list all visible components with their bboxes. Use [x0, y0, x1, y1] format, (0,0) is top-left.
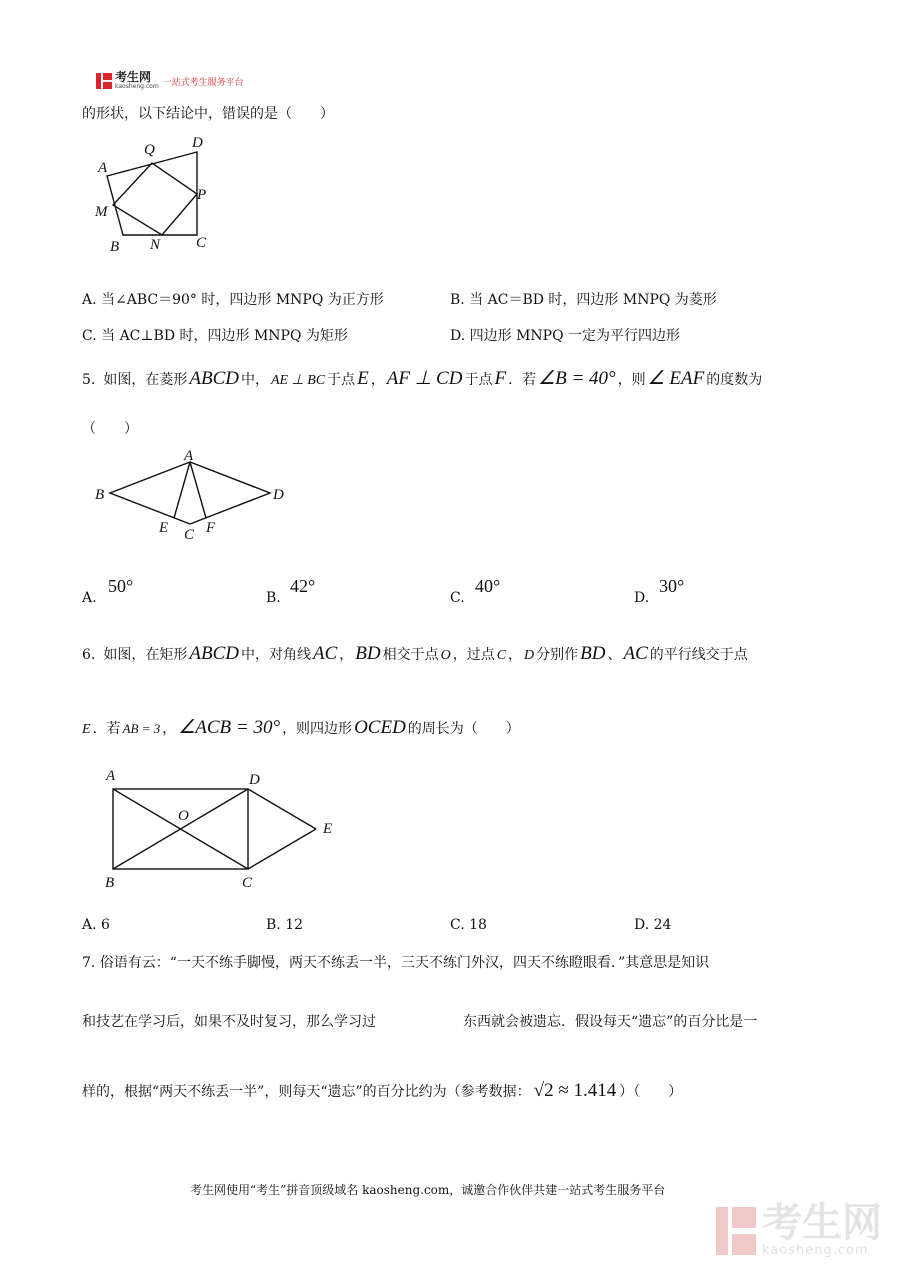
q6-segment-ce — [248, 829, 316, 869]
logo-name: 考生网 — [115, 70, 152, 84]
logo-domain: kaosheng.com — [115, 83, 159, 90]
q4-label-p: P — [197, 187, 207, 203]
q4-stem-tail: 的形状，以下结论中，错误的是（ ） — [82, 106, 334, 122]
q6-stem-line2: E ．若 AB = 3 ， ∠ACB = 30° ，则四边形 OCED 的周长为（ ） — [82, 717, 520, 738]
watermark-logo-icon — [716, 1207, 756, 1255]
q6-label-c: C — [242, 875, 253, 891]
q4-option-a: A. 当∠ABC＝90° 时，四边形 MNPQ 为正方形 — [82, 292, 384, 308]
q6-option-c: C. 18 — [450, 917, 487, 933]
logo-slogan: 一站式考生服务平台 — [162, 77, 244, 88]
q6-label-o: O — [178, 808, 189, 824]
q4-label-m: M — [95, 204, 108, 220]
q7-reference-value: √2 ≈ 1.414 — [533, 1080, 617, 1101]
q6-label-d: D — [249, 772, 260, 788]
q6-number: 6. — [82, 647, 96, 663]
q5-label-a: A — [184, 448, 194, 464]
q5-option-c-value: 40° — [475, 576, 501, 596]
q5-figure — [92, 445, 292, 545]
q4-option-b: B. 当 AC＝BD 时，四边形 MNPQ 为菱形 — [450, 292, 717, 308]
footer-text: 考生网使用“考生”拼音顶级域名 kaosheng.com，诚邀合作伙伴共建一站式考生服务平台 — [190, 1183, 666, 1197]
q6-figure — [96, 760, 351, 895]
q6-label-a: A — [106, 768, 116, 784]
q5-segment-ae — [174, 462, 190, 518]
q4-label-q: Q — [144, 142, 155, 158]
q6-label-e: E — [323, 821, 333, 837]
q5-option-a-value: 50° — [108, 576, 134, 596]
q6-option-d: D. 24 — [634, 917, 672, 933]
q4-quadrilateral-mnpq — [113, 163, 197, 235]
watermark — [716, 1200, 882, 1258]
q5-label-e: E — [159, 520, 169, 536]
q6-stem-line1: 6. 如图，在矩形 ABCD 中，对角线 AC ， BD 相交于点 O ，过点 C ， D 分别作 BD 、 AC 的平行线交于点 — [82, 643, 748, 664]
q7-line1: 7. 俗语有云：“一天不练手脚慢，两天不练丢一半，三天不练门外汉，四天不练瞪眼看．”其意思是知识 — [82, 955, 710, 971]
q5-segment-af — [190, 462, 206, 518]
q4-figure — [90, 132, 220, 257]
q5-option-d-letter: D. — [634, 590, 650, 606]
q5-rhombus — [110, 462, 270, 524]
q4-option-c: C. 当 AC⊥BD 时，四边形 MNPQ 为矩形 — [82, 328, 348, 344]
q7-line2-b: 东西就会被遗忘．假设每天“遗忘”的百分比是一 — [463, 1014, 758, 1030]
q5-answer-paren: （ ） — [82, 421, 138, 437]
q5-option-a-letter: A. — [82, 590, 97, 606]
q6-label-b: B — [105, 875, 115, 891]
q5-label-b: B — [95, 487, 105, 503]
watermark-name: 考生网 — [762, 1200, 882, 1246]
watermark-domain: kaosheng.com — [762, 1243, 869, 1258]
q6-option-a: A. 6 — [82, 917, 110, 933]
q6-option-b: B. 12 — [266, 917, 304, 933]
q4-label-b: B — [110, 239, 120, 255]
q5-label-c: C — [184, 527, 195, 543]
q5-label-d: D — [273, 487, 284, 503]
q5-option-c-letter: C. — [450, 590, 465, 606]
q5-number: 5. — [82, 372, 96, 388]
q5-stem: 5. 如图，在菱形 ABCD 中， AE ⊥ BC 于点 E ， AF ⊥ CD 于点 F ．若 ∠B = 40° ，则 ∠ EAF 的度数为 — [82, 368, 763, 389]
logo-icon — [96, 73, 112, 89]
q4-label-n: N — [150, 237, 161, 253]
q6-segment-de — [248, 789, 316, 829]
q4-label-c: C — [196, 235, 207, 251]
q5-option-b-value: 42° — [290, 576, 316, 596]
q4-option-d: D. 四边形 MNPQ 一定为平行四边形 — [450, 328, 681, 344]
q4-quadrilateral-abcd — [107, 152, 197, 235]
q7-line3: 样的，根据“两天不练丢一半”，则每天“遗忘”的百分比约为（参考数据： √2 ≈ 1.414 ）（ ） — [82, 1080, 683, 1101]
q4-label-d: D — [192, 135, 203, 151]
q4-label-a: A — [98, 160, 108, 176]
q5-option-d-value: 30° — [659, 576, 685, 596]
q7-line2-a: 和技艺在学习后，如果不及时复习，那么学习过 — [82, 1014, 376, 1030]
q5-option-b-letter: B. — [266, 590, 281, 606]
q5-label-f: F — [206, 520, 216, 536]
header-logo — [96, 72, 244, 90]
